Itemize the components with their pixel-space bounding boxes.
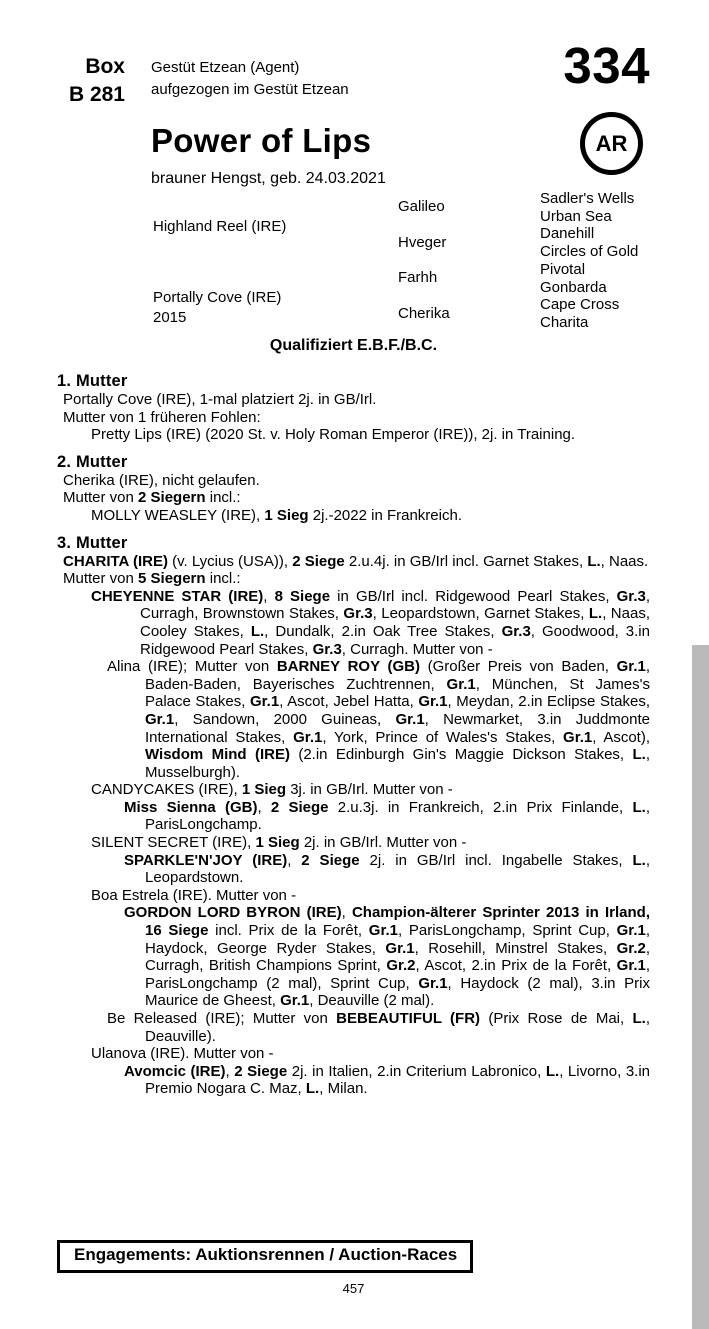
dam-line-paragraph: Be Released (IRE); Mutter von BEBEAUTIFUL (FR) (Prix Rose de Mai, L., Deauville). — [107, 1010, 650, 1045]
dam-line-paragraph: Cherika (IRE), nicht gelaufen. — [63, 471, 260, 489]
consignor-raised-by: aufgezogen im Gestüt Etzean — [151, 81, 349, 98]
grandparent-name: Sadler's Wells — [540, 190, 635, 207]
pedigree-grandparents-column — [540, 190, 638, 332]
pedigree-dam-sire: Farhh — [398, 269, 438, 286]
dam-line-paragraph: Ulanova (IRE). Mutter von - — [91, 1045, 274, 1063]
scrollbar-thumb[interactable] — [692, 645, 709, 1329]
dam-line-paragraph: Mutter von 2 Siegern incl.: — [63, 489, 241, 507]
grandparent-name: Urban Sea — [540, 207, 612, 225]
box-number: B 281 — [68, 83, 125, 106]
consignor-info — [151, 57, 349, 101]
brand-mark-circle — [580, 112, 643, 175]
lot-number: 334 — [563, 37, 650, 94]
engagements-box — [57, 1240, 473, 1273]
pedigree-sire-sire: Galileo — [398, 198, 445, 215]
grandparent-name: Pivotal — [540, 260, 586, 278]
dam-line-paragraph: Portally Cove (IRE), 1-mal platziert 2j. in GB/Irl. — [63, 391, 377, 408]
horse-details: brauner Hengst, geb. 24.03.2021 — [151, 170, 386, 187]
grandparent-name: Circles of Gold — [540, 243, 639, 261]
section-heading: 2. Mutter — [57, 452, 128, 471]
page-title-horse-name: Power of Lips — [151, 122, 372, 159]
dam-line-paragraph: MOLLY WEASLEY (IRE), 1 Sieg 2j.-2022 in Frankreich. — [91, 506, 462, 524]
dam-line-paragraph: Boa Estrela (IRE). Mutter von - — [91, 886, 297, 904]
pedigree-dam-name — [153, 288, 281, 328]
pedigree-dam-name-line: Portally Cove (IRE) — [153, 289, 282, 306]
dam-line-paragraph: Pretty Lips (IRE) (2020 St. v. Holy Roman Emperor (IRE)), 2j. in Training. — [91, 426, 576, 444]
stable-box-label — [40, 53, 125, 109]
dam-line-paragraph: Mutter von 5 Siegern incl.: — [63, 570, 241, 588]
pedigree-dam-dam: Cherika — [398, 305, 450, 322]
dam-line-paragraph: CHARITA (IRE) (v. Lycius (USA)), 2 Siege 2.u.4j. in GB/Irl incl. Garnet Stakes, L., Naas. — [63, 552, 649, 570]
qualification-note: Qualifiziert E.B.F./B.C. — [269, 337, 438, 354]
grandparent-name: Danehill — [540, 225, 595, 243]
grandparent-name: Charita — [540, 313, 589, 331]
grandparent-name: Cape Cross — [540, 296, 620, 314]
dam-line-paragraph: Miss Sienna (GB), 2 Siege 2.u.3j. in Frankreich, 2.in Prix Finlande, L., ParisLongchamp. — [124, 798, 650, 834]
section-heading: 1. Mutter — [57, 372, 128, 390]
page-number: 457 — [342, 1281, 365, 1296]
dam-line-paragraph: CHEYENNE STAR (IRE), 8 Siege in GB/Irl incl. Ridgewood Pearl Stakes, Gr.3, Curragh, Brownstown Stakes, Gr.3, Leopardstown, Garnet Stakes, L., Naas, Cooley Stakes, L., Dundalk, 2.in Oak Tree Stakes, Gr.3, Goodwood, 3.in Ridgewood Pearl Stakes, Gr.3, Curragh. Mutter von - — [91, 587, 650, 658]
box-label-word: Box — [85, 55, 125, 78]
dam-line-paragraph: Mutter von 1 früheren Fohlen: — [63, 408, 261, 426]
engagements-label: Engagements: Auktionsrennen / Auction-Races — [74, 1245, 458, 1264]
dam-line-paragraph: Alina (IRE); Mutter von BARNEY ROY (GB) (Großer Preis von Baden, Gr.1, Baden-Baden, Bayerisches Zuchtrennen, Gr.1, München, St James's Palace Stakes, Gr.1, Ascot, Jebel Hatta, Gr.1, Meydan, 2.in Eclipse Stakes, Gr.1, Sandown, 2000 Guineas, Gr.1, Newmarket, 3.in Juddmonte International Stakes, Gr.1, York, Prince of Wales's Stakes, Gr.1, Ascot), Wisdom Mind (IRE) (2.in Edinburgh Gin's Maggie Dickson Stakes, L., Musselburgh). — [107, 658, 651, 781]
pedigree-sire-name: Highland Reel (IRE) — [153, 218, 287, 235]
dam-line-paragraph: GORDON LORD BYRON (IRE), Champion-älterer Sprinter 2013 in Irland, 16 Siege incl. Prix de la Forêt, Gr.1, ParisLongchamp, Sprint Cup, Gr.1, Haydock, George Ryder Stakes, Gr.1, Rosehill, Minstrel Stakes, Gr.2, Curragh, British Champions Sprint, Gr.2, Ascot, 2.in Prix de la Forêt, Gr.1, ParisLongchamp (2 mal), Sprint Cup, Gr.1, Haydock (2 mal), 3.in Prix Maurice de Gheest, Gr.1, Deauville (2 mal). — [124, 904, 651, 1010]
section-heading: 3. Mutter — [57, 533, 128, 552]
dam-line-paragraph: SPARKLE'N'JOY (IRE), 2 Siege 2j. in GB/Irl incl. Ingabelle Stakes, L., Leopardstown. — [124, 851, 651, 887]
brand-code: AR — [595, 130, 628, 156]
dam-line-text — [57, 372, 650, 1098]
dam-line-paragraph: CANDYCAKES (IRE), 1 Sieg 3j. in GB/Irl. Mutter von - — [91, 781, 453, 799]
consignor-name: Gestüt Etzean (Agent) — [151, 59, 300, 76]
grandparent-name: Gonbarda — [540, 278, 607, 296]
pedigree-dam-year: 2015 — [153, 309, 187, 326]
pedigree-sire-dam: Hveger — [398, 234, 447, 251]
dam-line-paragraph: Avomcic (IRE), 2 Siege 2j. in Italien, 2.in Criterium Labronico, L., Livorno, 3.in Premio Nogara C. Maz, L., Milan. — [124, 1062, 651, 1098]
dam-line-paragraph: SILENT SECRET (IRE), 1 Sieg 2j. in GB/Irl. Mutter von - — [91, 834, 467, 852]
